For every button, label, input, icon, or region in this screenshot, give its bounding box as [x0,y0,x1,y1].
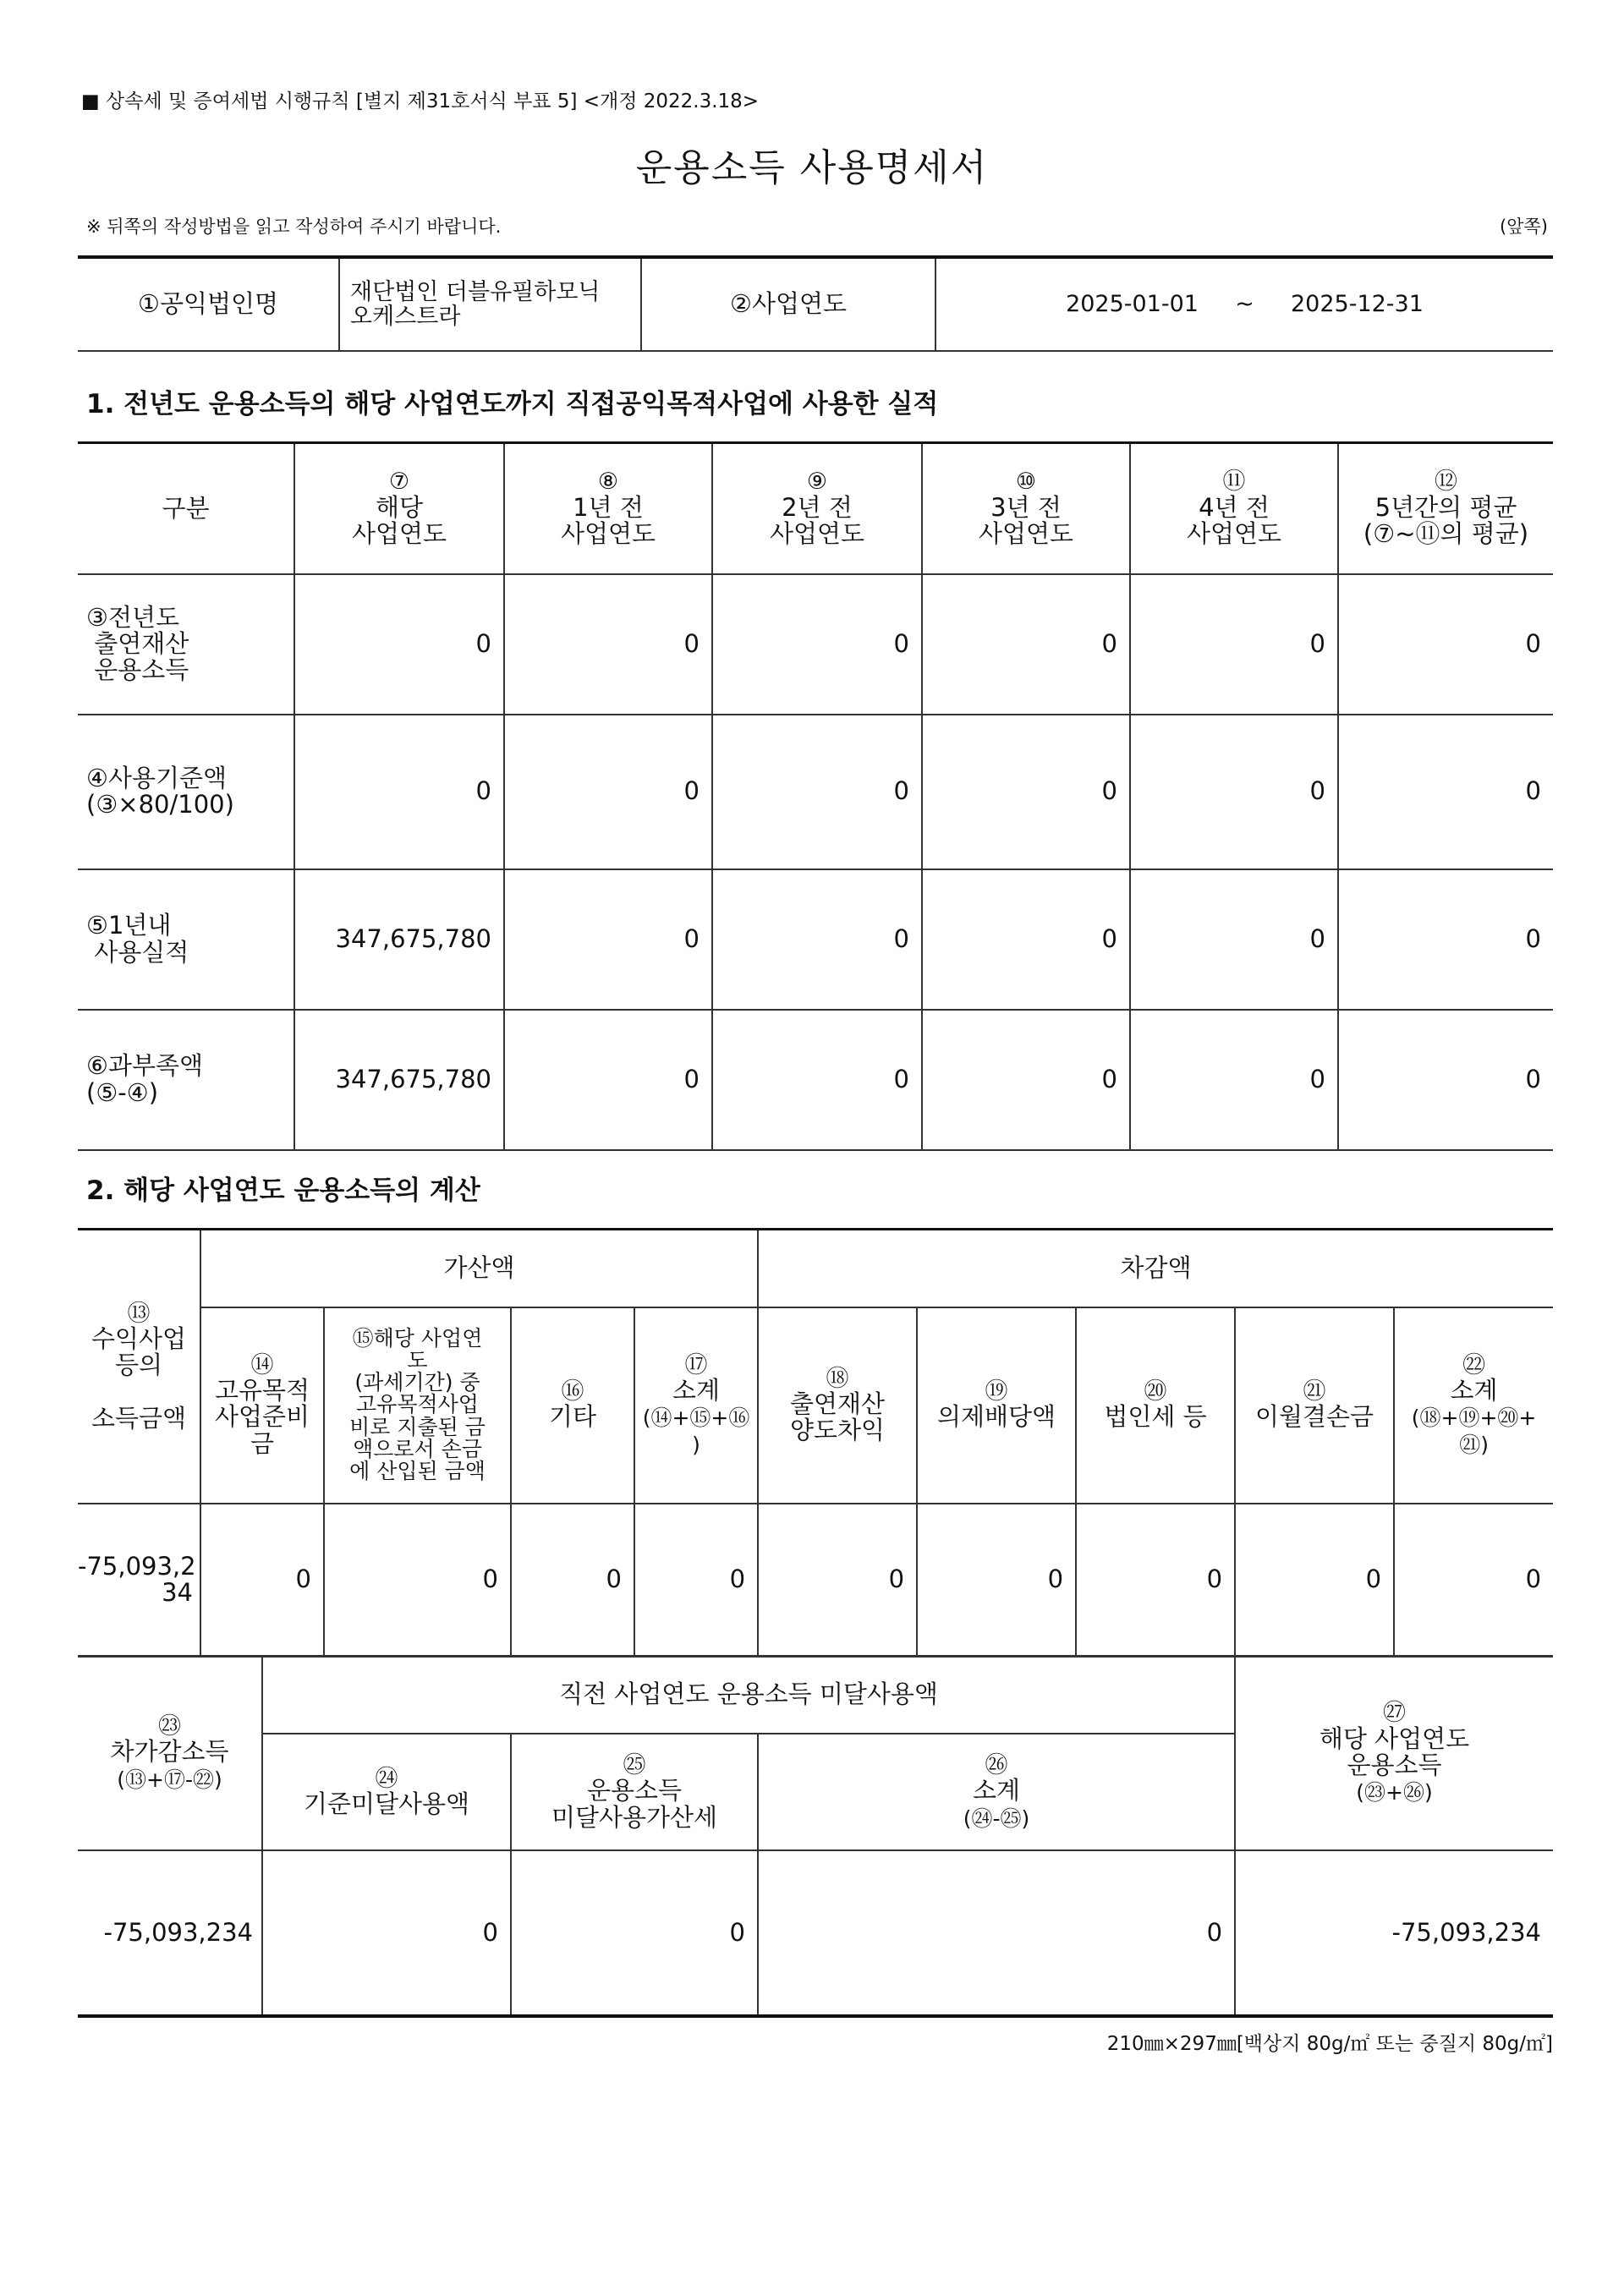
col-num: ⑬ [127,1300,151,1327]
page-side-label: (앞쪽) [1500,216,1548,237]
col-line: 금 [250,1428,274,1458]
col-line1: 4년 전 [1199,492,1270,522]
cell-value: 0 [1130,1010,1338,1150]
col-header-unused-subtotal [758,1734,1235,1850]
row-label-usage-standard [78,715,294,869]
col-num: ⑦ [388,469,410,496]
col-line1: 1년 전 [573,492,644,522]
col-line: 기준미달사용액 [303,1789,470,1818]
cell-value: 0 [511,1850,758,2016]
col-line: 차가감소득 [110,1737,229,1767]
income-amount-value [78,1504,200,1657]
table-row [78,1010,1553,1150]
row-label-line: 사용실적 [94,937,189,967]
col-header-penalty-tax [511,1734,758,1850]
net-income-header [78,1656,262,1850]
cell-value: 0 [922,1010,1130,1150]
cell-value: 0 [200,1504,324,1657]
org-name-value [339,257,641,351]
year-end: 2025-12-31 [1291,291,1424,318]
row-label-one-year-usage [78,869,294,1010]
cell-value: 0 [712,1010,922,1150]
col-line: 이월결손금 [1255,1402,1374,1432]
col-header-2-years-ago [712,443,922,574]
table-row [78,869,1553,1010]
col-line: 사업준비 [214,1402,310,1432]
col-line: 고유목적 [214,1376,310,1406]
col-line: 도 [407,1347,428,1373]
cell-value: 0 [1235,1504,1394,1657]
cell-value: 0 [504,574,712,715]
col-line: 의제배당액 [937,1402,1056,1432]
col-header-add-subtotal [634,1307,758,1504]
cell-value: 0 [1076,1504,1235,1657]
col-line: (㉓+㉖) [1356,1780,1433,1806]
section1-title: 1. 전년도 운용소득의 해당 사업연도까지 직접공익목적사업에 사용한 실적 [86,389,939,419]
cell-value: 0 [922,574,1130,715]
net-income-value: -75,093,234 [78,1850,262,2016]
col-header-other [511,1307,634,1504]
row-label-line: ③전년도 [86,602,180,632]
col-num: ⑯ [561,1378,584,1406]
document-title: 운용소득 사용명세서 [635,146,989,189]
row-label-line: ⑤1년내 [86,911,172,940]
col-num: ㉗ [1383,1700,1407,1727]
col-line1: 해당 [375,492,424,522]
cell-value: 0 [1130,869,1338,1010]
cell-value: 347,675,780 [294,1010,504,1150]
cell-value: 0 [504,715,712,869]
col-line: 소계 [972,1776,1021,1806]
col-line: (⑭+⑮+⑯ [642,1406,750,1431]
business-year-label: ②사업연도 [641,257,935,351]
col-header-capital-gain [758,1307,917,1504]
row-label-line: (⑤-④) [86,1077,159,1107]
cell-value: 0 [294,715,504,869]
org-name-label: ①공익법인명 [78,257,339,351]
col-header-1-year-ago [504,443,712,574]
col-header-4-years-ago [1130,443,1338,574]
cell-value: 0 [511,1504,634,1657]
cell-value: 0 [1338,574,1553,715]
cell-value: 0 [1130,574,1338,715]
cell-value: 0 [504,869,712,1010]
col-num: ㉕ [623,1752,646,1779]
col-num: ⑨ [806,469,828,496]
row-label-excess-shortage [78,1010,294,1150]
col-line2: 사업연도 [978,518,1074,548]
cell-value: 0 [1130,715,1338,869]
col-line: 법인세 등 [1104,1402,1207,1432]
cell-value: 0 [712,869,922,1010]
cell-value: 0 [917,1504,1076,1657]
table-row [78,1850,1553,2016]
col-num: ⑧ [597,469,619,496]
year-separator: ~ [1235,291,1254,318]
cell-value: 0 [1338,715,1553,869]
value-line: -75,093,2 [78,1551,196,1581]
cell-value: 0 [324,1504,511,1657]
business-year-value [935,257,1553,351]
col-line2: (⑦~⑪의 평균) [1363,518,1529,548]
section2-title: 2. 해당 사업연도 운용소득의 계산 [86,1175,480,1206]
col-header-deemed-dividend [917,1307,1076,1504]
col-line1: 5년간의 평균 [1374,492,1517,522]
col-line: 소계 [672,1376,721,1406]
col-header-sub-subtotal [1394,1307,1553,1504]
col-line: (⑱+⑲+⑳+ [1411,1406,1537,1431]
instruction-note: ※ 뒤쪽의 작성방법을 읽고 작성하여 주시기 바랍니다. [86,216,502,237]
col-num: ㉓ [158,1713,181,1740]
cell-value: 0 [262,1850,511,2016]
cell-value: 0 [922,715,1130,869]
row-label-prior-year-income [78,574,294,715]
section1-table [78,441,1553,1151]
col-num: ⑰ [684,1351,708,1378]
cell-value: 0 [758,1504,917,1657]
col-line: 에 산입된 금액 [349,1459,486,1484]
col-line: 미달사용가산세 [551,1802,718,1832]
col-header-reserve [200,1307,324,1504]
col-line: 고유목적사업 [356,1392,479,1417]
col-num: ⑭ [250,1351,274,1378]
row-label-line: 출연재산 [94,628,189,658]
cell-value: 0 [758,1850,1235,2016]
deduction-group-header: 차감액 [758,1230,1553,1307]
col-line1: 3년 전 [990,492,1062,522]
col-header-standard-shortfall [262,1734,511,1850]
col-line2: 사업연도 [351,518,447,548]
col-line: ⑮해당 사업연 [352,1325,483,1351]
col-line2: 사업연도 [1186,518,1282,548]
table-row [78,574,1553,715]
col-num: ⑱ [826,1365,849,1392]
section1-corner-header: 구분 [78,443,294,574]
col-line: 출연재산 [790,1389,886,1418]
col-num: ㉖ [985,1752,1008,1779]
col-line: 액으로서 손금 [353,1436,482,1461]
row-label-line: (③×80/100) [86,790,234,819]
col-line: 수익사업 [91,1323,187,1353]
col-line: 운용소득 [586,1776,683,1806]
col-header-loss-carryforward [1235,1307,1394,1504]
col-line: 양도차익 [790,1416,886,1445]
col-line: ) [692,1432,700,1457]
cell-value: 0 [712,715,922,869]
col-num: ㉔ [375,1765,398,1792]
col-line2: 사업연도 [769,518,865,548]
col-num: ㉒ [1462,1351,1486,1378]
cell-value: 0 [294,574,504,715]
col-num: ⑩ [1015,469,1037,496]
row-label-line: 운용소득 [94,655,189,685]
col-line: 운용소득 [1347,1750,1442,1779]
cell-value: 0 [1338,869,1553,1010]
col-line: 해당 사업연도 [1319,1723,1470,1753]
col-line: (⑬+⑰-㉒) [117,1767,222,1792]
col-num: ⑲ [985,1378,1008,1406]
col-num: ⑪ [1222,469,1246,496]
table-row [78,1504,1553,1657]
col-header-3-years-ago [922,443,1130,574]
col-line: 기타 [548,1402,597,1432]
org-name-line1: 재단법인 더블유필하모닉 [350,278,601,305]
col-line: 등의 [114,1351,163,1380]
operating-income-table [78,1655,1553,2018]
unused-amount-group-header: 직전 사업연도 운용소득 미달사용액 [262,1656,1235,1734]
col-header-expenditure [324,1307,511,1504]
col-header-5-year-average [1338,443,1553,574]
row-label-line: ⑥과부족액 [86,1051,204,1081]
row-label-line: ④사용기준액 [86,763,228,792]
cell-value: 0 [1394,1504,1553,1657]
col-line: 소계 [1450,1376,1498,1406]
col-line: ㉑) [1459,1432,1489,1457]
col-header-corporate-tax [1076,1307,1235,1504]
col-num: ⑫ [1435,469,1457,496]
col-line: (과세기간) 중 [354,1370,480,1395]
col-line1: 2년 전 [782,492,853,522]
operating-income-value: -75,093,234 [1235,1850,1553,2016]
addition-group-header: 가산액 [200,1230,758,1307]
basic-info-table [78,255,1553,352]
cell-value: 0 [922,869,1130,1010]
col-line: (㉔-㉕) [963,1806,1030,1831]
col-num: ㉑ [1303,1378,1326,1406]
col-line2: 사업연도 [560,518,656,548]
org-name-line2: 오케스트라 [350,304,461,330]
cell-value: 0 [1338,1010,1553,1150]
col-num: ⑳ [1144,1378,1167,1406]
paper-spec-note: 210㎜×297㎜[백상지 80g/㎡ 또는 중질지 80g/㎡] [1106,2033,1553,2055]
cell-value: 0 [634,1504,758,1657]
table-row [78,715,1553,869]
form-source-line: ■ 상속세 및 증여세법 시행규칙 [별지 제31호서식 부표 5] <개정 2022.3.18> [81,90,760,112]
col-line: 소득금액 [91,1403,187,1433]
operating-income-header [1235,1656,1553,1850]
year-start: 2025-01-01 [1066,291,1199,318]
col-line: 비로 지출된 금 [349,1414,486,1439]
cell-value: 347,675,780 [294,869,504,1010]
value-line: 34 [162,1578,193,1607]
section2-table [78,1228,1553,1658]
cell-value: 0 [504,1010,712,1150]
col-header-current-year [294,443,504,574]
income-amount-header [78,1230,200,1504]
cell-value: 0 [712,574,922,715]
